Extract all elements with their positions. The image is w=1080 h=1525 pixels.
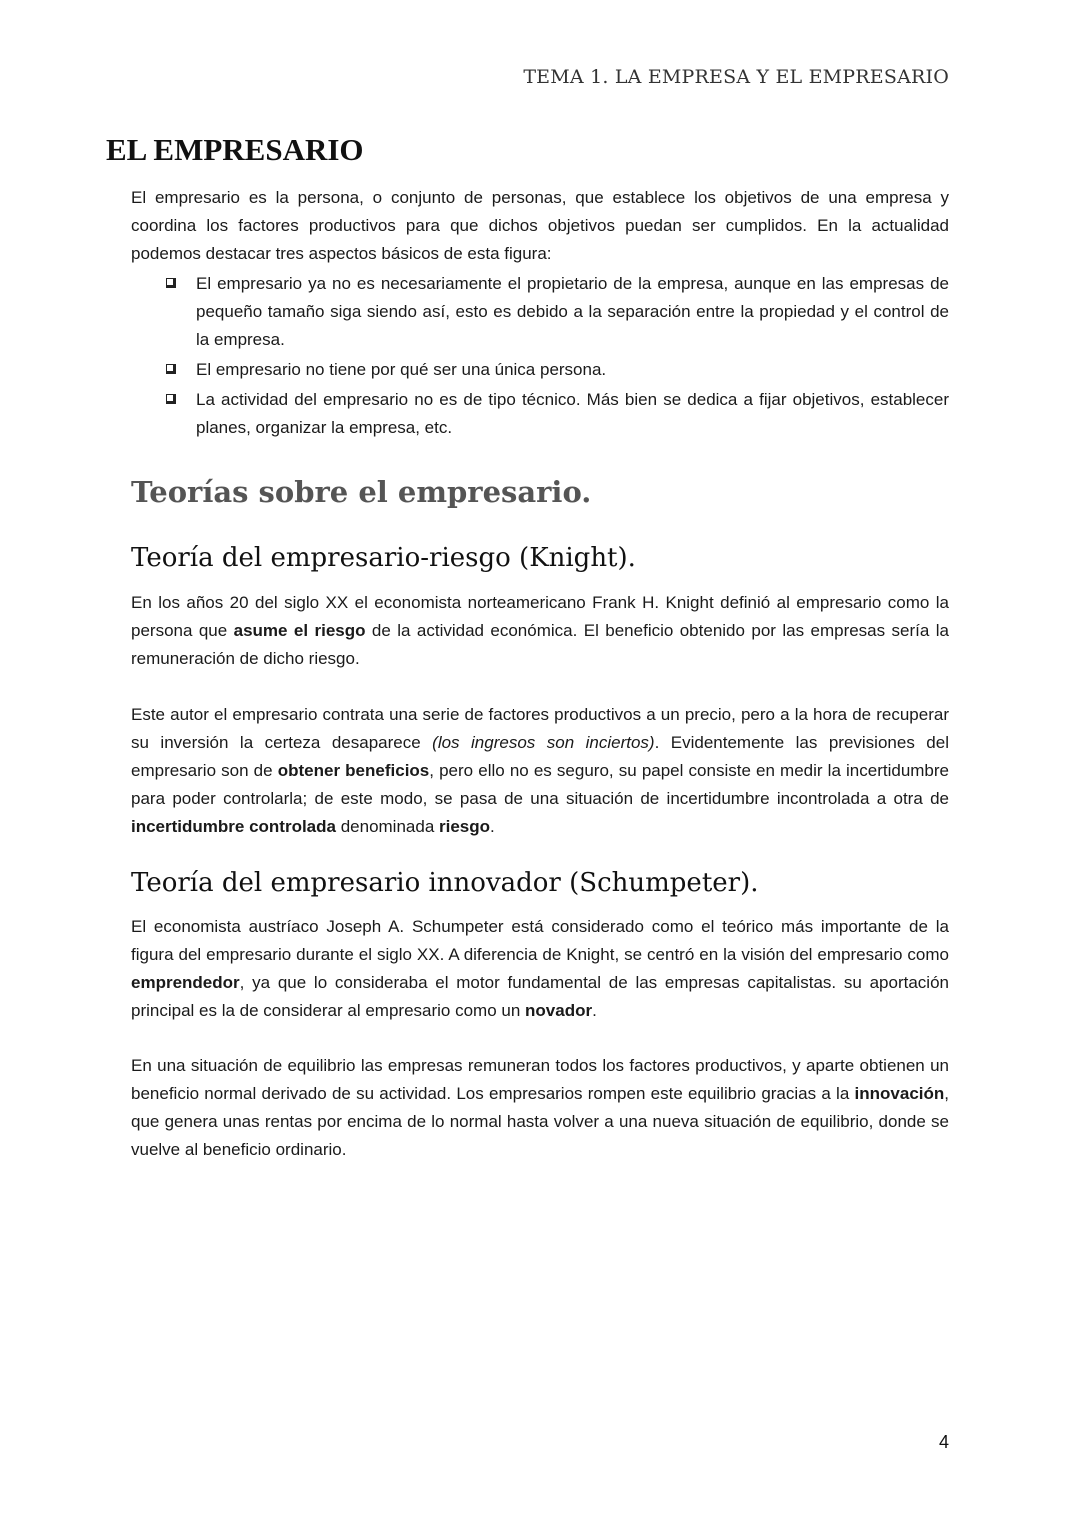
knight-paragraph-2	[131, 701, 949, 841]
bold-run: incertidumbre controlada	[131, 817, 336, 836]
schumpeter-paragraph-1	[131, 913, 949, 1025]
bold-run: riesgo	[439, 817, 491, 836]
schumpeter-paragraph-2	[131, 1052, 949, 1164]
bold-run: innovación	[854, 1084, 945, 1103]
intro-paragraph: El empresario es la persona, o conjunto de personas, que establece los objetivos de una empresa y coordina los factores productivos para que dichos objetivos puedan ser cumplidos. En la actualidad podemos destacar tres aspectos básicos de esta figura:	[131, 188, 949, 263]
checkbox-bullet-icon	[166, 364, 176, 374]
text-run: de la actividad económica. El beneficio obtenido por las empresas sería la remuneración de dicho riesgo.	[131, 621, 949, 668]
italic-run: (los ingresos son inciertos)	[432, 733, 655, 752]
list-item-text: El empresario no tiene por qué ser una única persona.	[196, 360, 607, 379]
running-header: TEMA 1. LA EMPRESA Y EL EMPRESARIO	[523, 66, 949, 88]
text-run: , que genera unas rentas por encima de lo normal hasta volver a una nueva situación de equilibrio, donde se vuelve al beneficio ordinario.	[131, 1084, 949, 1159]
text-run: Este autor el empresario contrata una serie de factores productivos a un precio, pero a la hora de recuperar su inversión la certeza desaparece	[131, 705, 949, 752]
text-run: En una situación de equilibrio las empresas remuneran todos los factores productivos, y aparte obtienen un beneficio normal derivado de su actividad. Los empresarios rompen este equilibrio gracias a la	[131, 1056, 949, 1103]
text-run: , pero ello no es seguro, su papel consiste en medir la incertidumbre para poder controlarla; de este modo, se pasa de una situación de incertidumbre incontrolada a otra de	[131, 761, 950, 808]
aspects-list	[162, 270, 949, 444]
text-run: En los años 20 del siglo XX el economista norteamericano Frank H. Knight definió al empresario como la persona que	[131, 593, 949, 640]
bold-run: asume el riesgo	[233, 621, 366, 640]
list-item	[162, 386, 949, 442]
page-number: 4	[938, 1432, 949, 1452]
schumpeter-heading: Teoría del empresario innovador (Schumpeter).	[131, 868, 759, 898]
theories-heading: Teorías sobre el empresario.	[131, 475, 592, 509]
section-title: EL EMPRESARIO	[106, 132, 364, 167]
bold-run: obtener beneficios	[277, 761, 430, 780]
list-item	[162, 270, 949, 354]
text-run: denominada	[335, 817, 440, 836]
list-item-text: La actividad del empresario no es de tipo técnico. Más bien se dedica a fijar objetivos, establecer planes, organizar la empresa, etc.	[196, 390, 949, 437]
checkbox-bullet-icon	[166, 278, 176, 288]
bold-run: emprendedor	[131, 973, 240, 992]
text-run: . Evidentemente las previsiones del empresario son de	[131, 733, 949, 780]
text-run: .	[490, 817, 495, 836]
bold-run: novador	[525, 1001, 593, 1020]
text-run: .	[592, 1001, 597, 1020]
checkbox-bullet-icon	[166, 394, 176, 404]
list-item-text: El empresario ya no es necesariamente el propietario de la empresa, aunque en las empresas de pequeño tamaño siga siendo así, esto es debido a la separación entre la propiedad y el control de la empresa.	[196, 274, 949, 349]
text-run: , ya que lo consideraba el motor fundamental de las empresas capitalistas. su aportación principal es la de considerar al empresario como un	[131, 973, 949, 1020]
text-run: El economista austríaco Joseph A. Schumpeter está considerado como el teórico más importante de la figura del empresario durante el siglo XX. A diferencia de Knight, se centró en la visión del empresario como	[131, 917, 949, 964]
list-item	[162, 356, 949, 384]
knight-paragraph-1	[131, 589, 949, 673]
knight-heading: Teoría del empresario-riesgo (Knight).	[131, 543, 636, 573]
